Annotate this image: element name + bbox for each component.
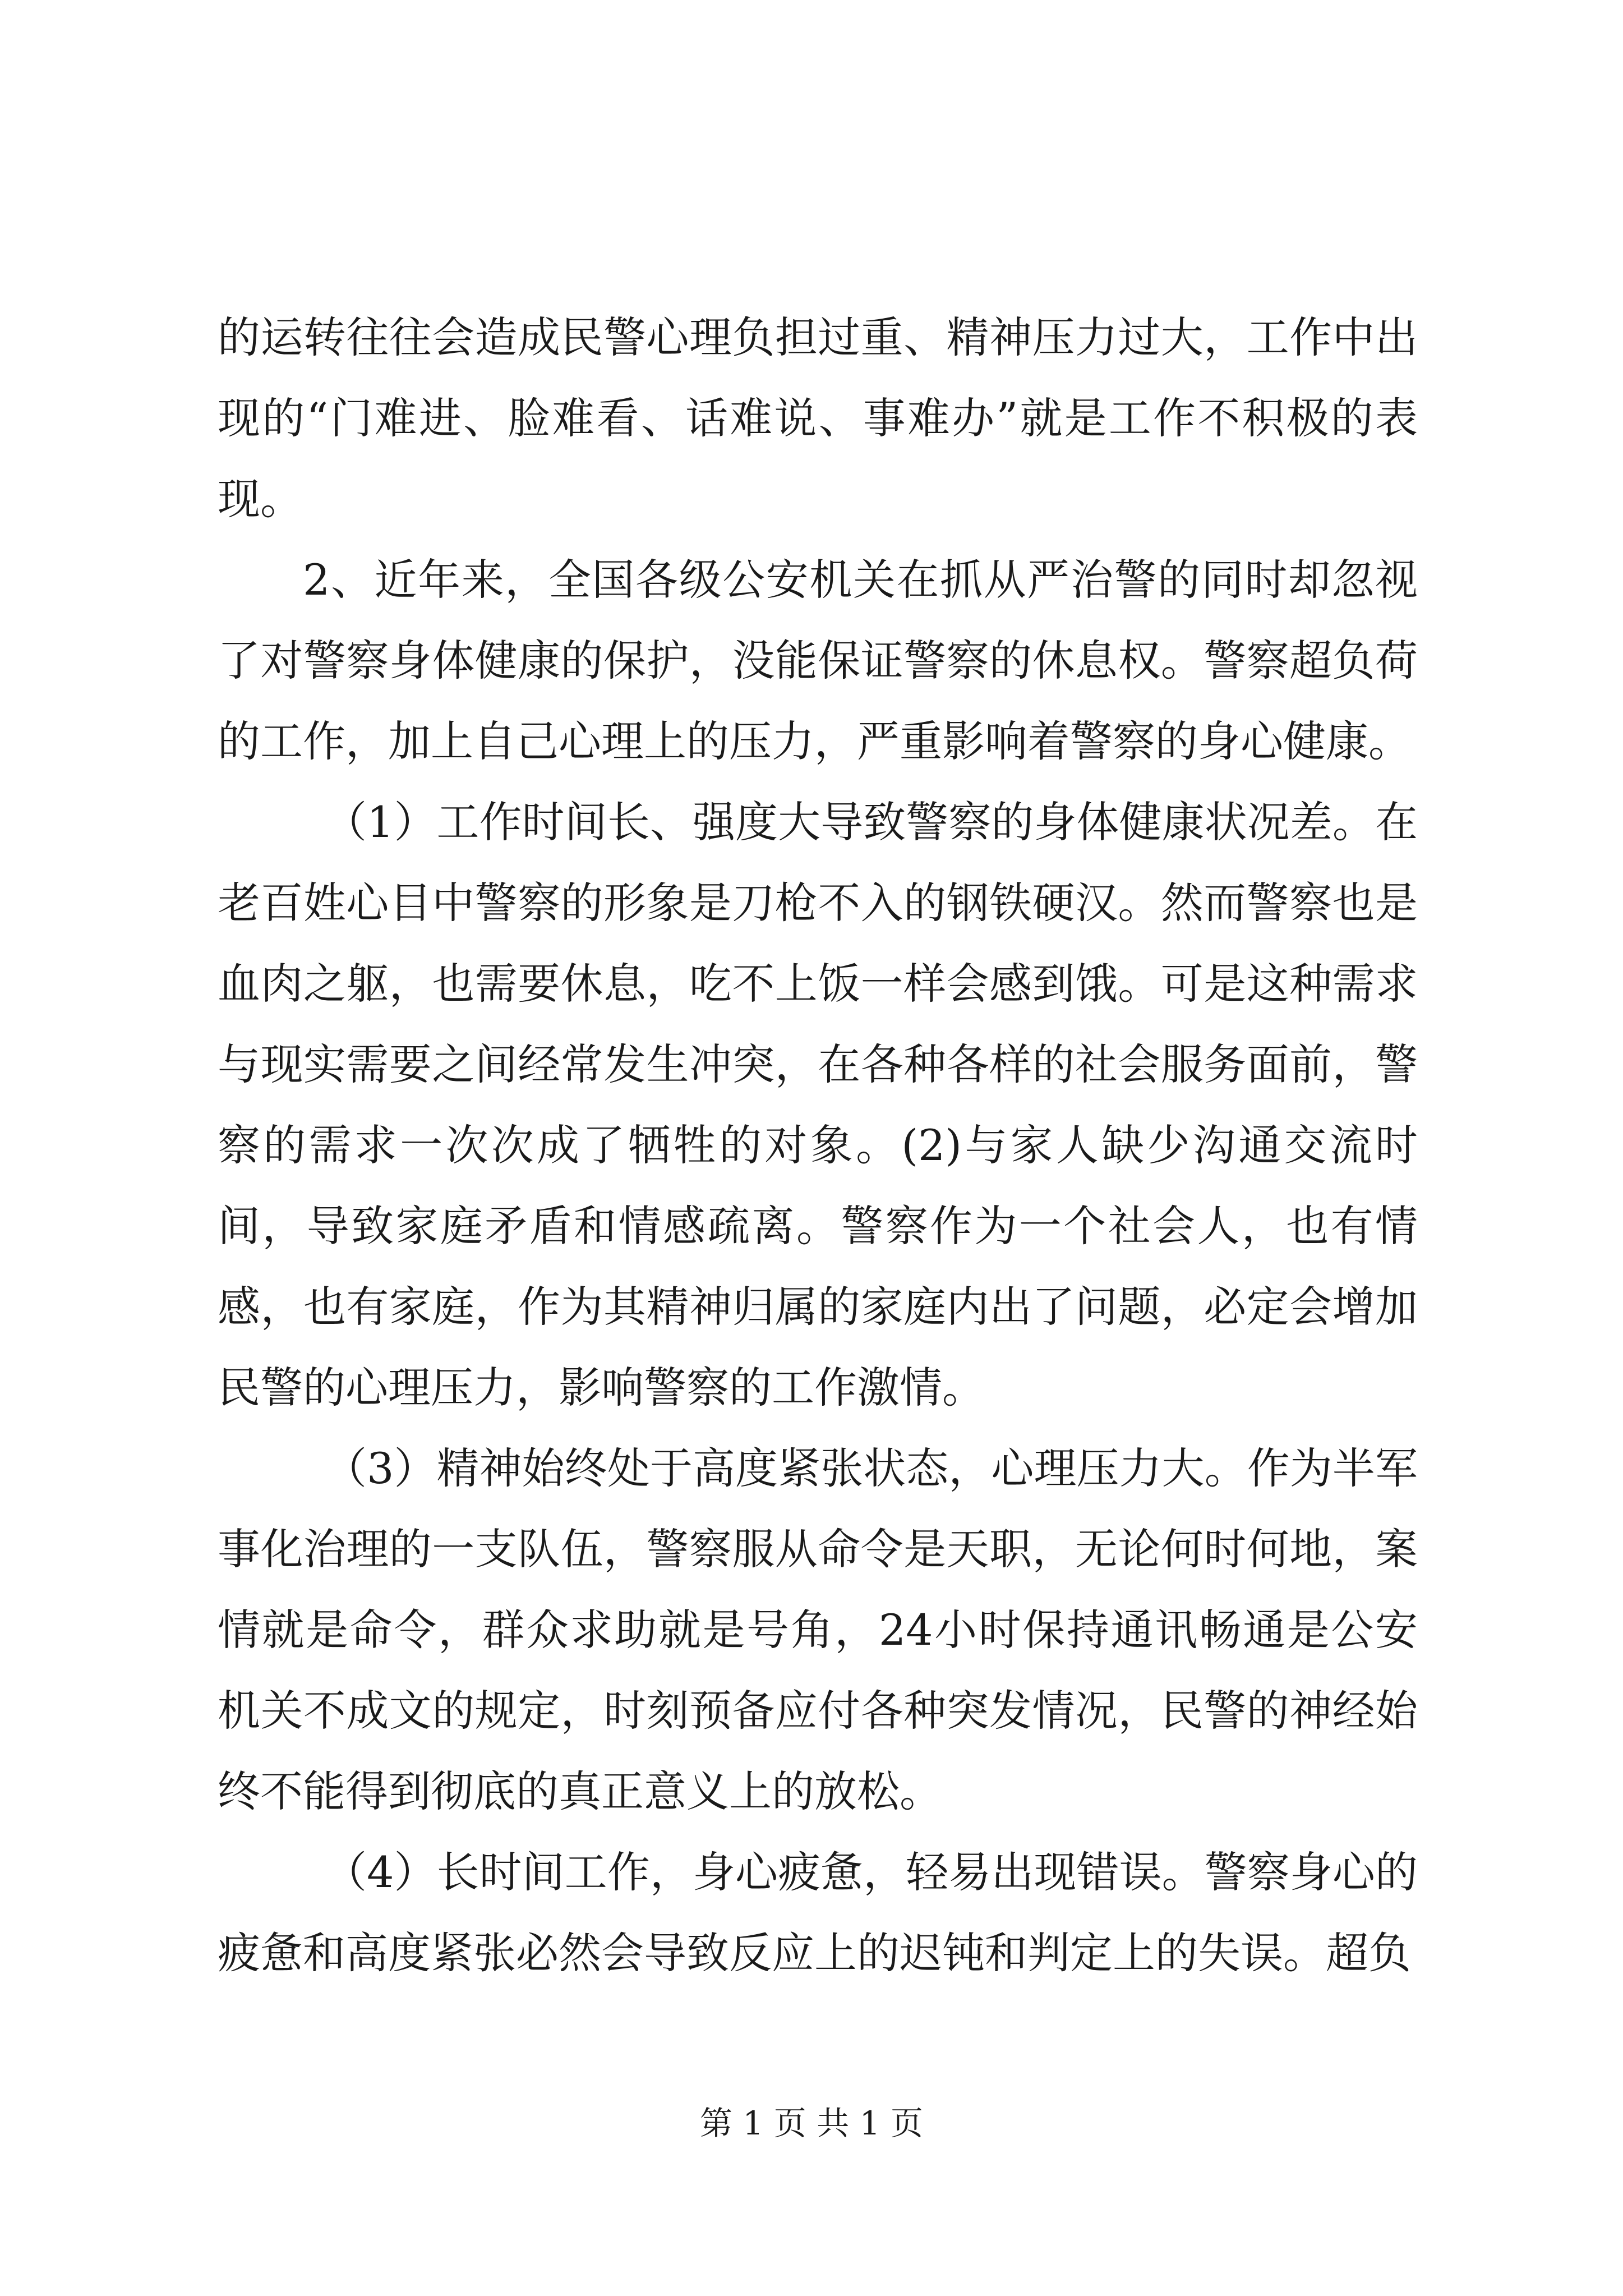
paragraph-section-2: 2、近年来，全国各级公安机关在抓从严治警的同时却忽视了对警察身体健康的保护，没能保证警察的休息权。警察超负荷的工作，加上自己心理上的压力，严重影响着警察的身心健康。 [218, 555, 1418, 766]
paragraph-item-3: （3）精神始终处于高度紧张状态，心理压力大。作为半军事化治理的一支队伍，警察服从命令是天职，无论何时何地，案情就是命令，群众求助就是号角，24小时保持通讯畅通是公安机关不成文的规定，时刻预备应付各种突发情况，民警的神经始终不能得到彻底的真正意义上的放松。 [218, 1443, 1418, 1816]
paragraph-continuation: 的运转往往会造成民警心理负担过重、精神压力过大，工作中出现的“门难进、脸难看、话难说、事难办”就是工作不积极的表现。 [218, 312, 1418, 524]
paragraph-item-1-2: （1）工作时间长、强度大导致警察的身体健康状况差。在老百姓心目中警察的形象是刀枪不入的钢铁硬汉。然而警察也是血肉之躯，也需要休息，吃不上饭一样会感到饿。可是这种需求与现实需要之间经常发生冲突，在各种各样的社会服务面前，警察的需求一次次成了牺牲的对象。(2)与家人缺少沟通交流时间，导致家庭矛盾和情感疏离。警察作为一个社会人，也有情感，也有家庭，作为其精神归属的家庭内出了问题，必定会增加民警的心理压力，影响警察的工作激情。 [218, 797, 1418, 1412]
page-footer: 第 1 页 共 1 页 [700, 2104, 923, 2142]
paragraph-item-4: （4）长时间工作，身心疲惫，轻易出现错误。警察身心的疲惫和高度紧张必然会导致反应上的迟钝和判定上的失误。超负 [218, 1847, 1418, 1978]
document-body [218, 297, 1418, 1994]
